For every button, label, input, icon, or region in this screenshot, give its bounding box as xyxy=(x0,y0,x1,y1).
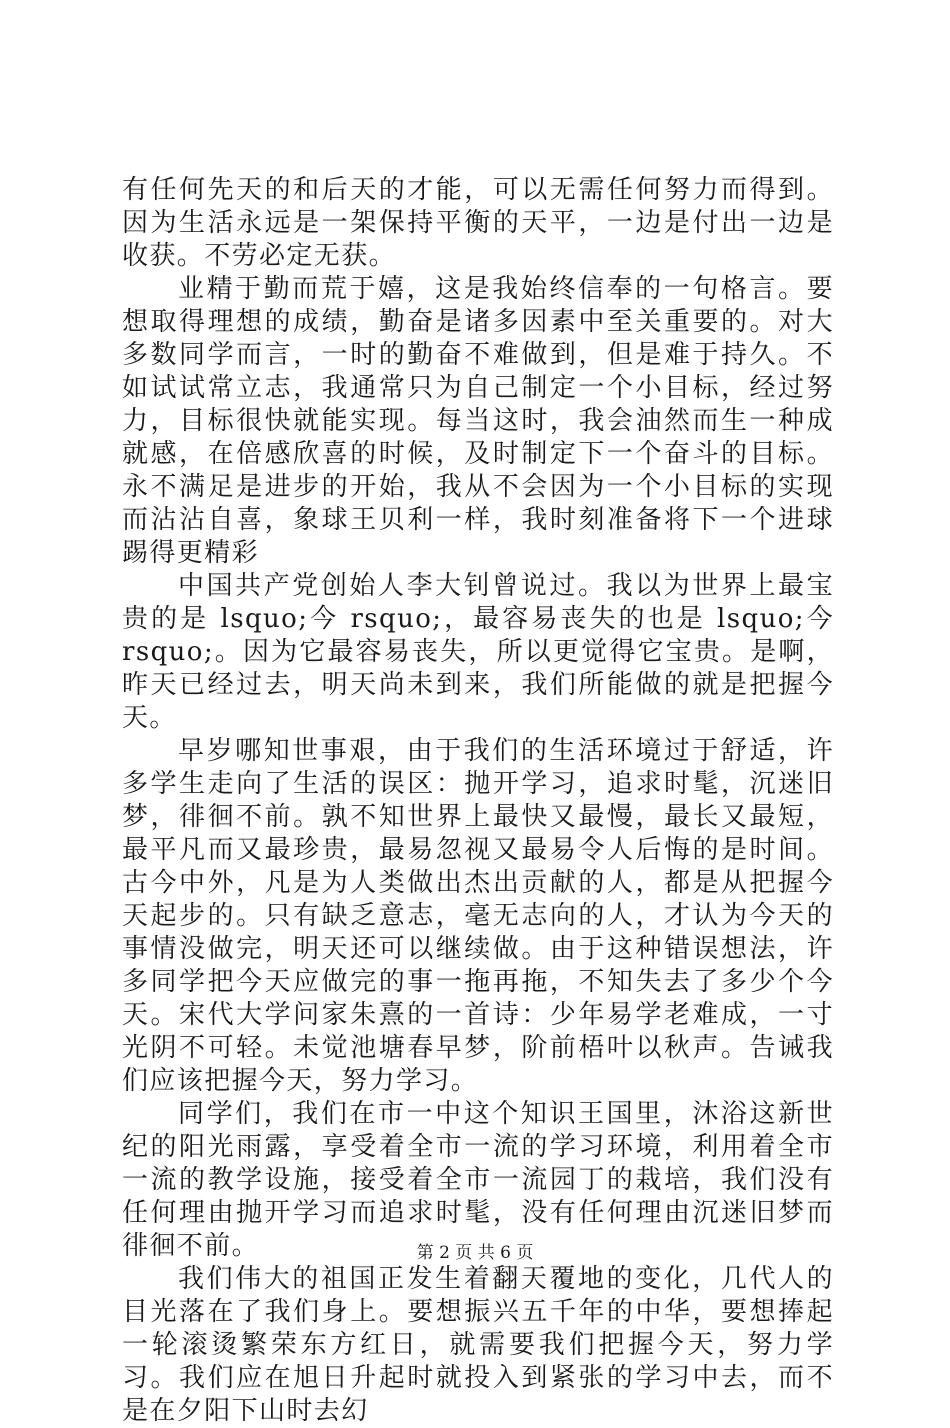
paragraph-4: 早岁哪知世事艰，由于我们的生活环境过于舒适，许多学生走向了生活的误区：抛开学习，追求时髦，沉迷旧梦，徘徊不前。孰不知世界上最快又最慢，最长又最短，最平凡而又最珍贵，最易忽视又最易令人后悔的是时间。古今中外，凡是为人类做出杰出贡献的人，都是从把握今天起步的。只有缺乏意志，毫无志向的人，才认为今天的事情没做完，明天还可以继续做。由于这种错误想法，许多同学把今天应做完的事一拖再拖，不知失去了多少个今天。宋代大学问家朱熹的一首诗：少年易学老难成，一寸光阴不可轻。未觉池塘春早梦，阶前梧叶以秋声。告诫我们应该把握今天，努力学习。 xyxy=(122,736,834,1096)
paragraph-1: 有任何先天的和后天的才能，可以无需任何努力而得到。因为生活永远是一架保持平衡的天平，一边是付出一边是收获。不劳必定无获。 xyxy=(122,175,834,271)
paragraph-5: 同学们，我们在市一中这个知识王国里，沐浴这新世纪的阳光雨露，享受着全市一流的学习环境，利用着全市一流的教学设施，接受着全市一流园丁的栽培，我们没有任何理由抛开学习而追求时髦，没有任何理由沉迷旧梦而徘徊不前。 xyxy=(122,1099,834,1261)
paragraph-3: 中国共产党创始人李大钊曾说过。我以为世界上最宝贵的是 lsquo;今 rsquo;，最容易丧失的也是 lsquo;今 rsquo;。因为它最容易丧失，所以更觉得它宝贵。是啊，昨天已经过去，明天尚未到来，我们所能做的就是把握今天。 xyxy=(122,571,834,733)
paragraph-2: 业精于勤而荒于嬉，这是我始终信奉的一句格言。要想取得理想的成绩，勤奋是诸多因素中至关重要的。对大多数同学而言，一时的勤奋不难做到，但是难于持久。不如试试常立志，我通常只为自己制定一个小目标，经过努力，目标很快就能实现。每当这时，我会油然而生一种成就感，在倍感欣喜的时候，及时制定下一个奋斗的目标。永不满足是进步的开始，我从不会因为一个小目标的实现而沾沾自喜，象球王贝利一样，我时刻准备将下一个进球踢得更精彩 xyxy=(122,274,834,568)
page-number-footer: 第 2 页 共 6 页 xyxy=(416,1243,534,1263)
paragraph-6: 我们伟大的祖国正发生着翻天覆地的变化，几代人的目光落在了我们身上。要想振兴五千年的中华，要想捧起一轮滚烫繁荣东方红日，就需要我们把握今天，努力学习。我们应在旭日升起时就投入到紧张的学习中去，而不是在夕阳下山时去幻 xyxy=(122,1264,834,1426)
